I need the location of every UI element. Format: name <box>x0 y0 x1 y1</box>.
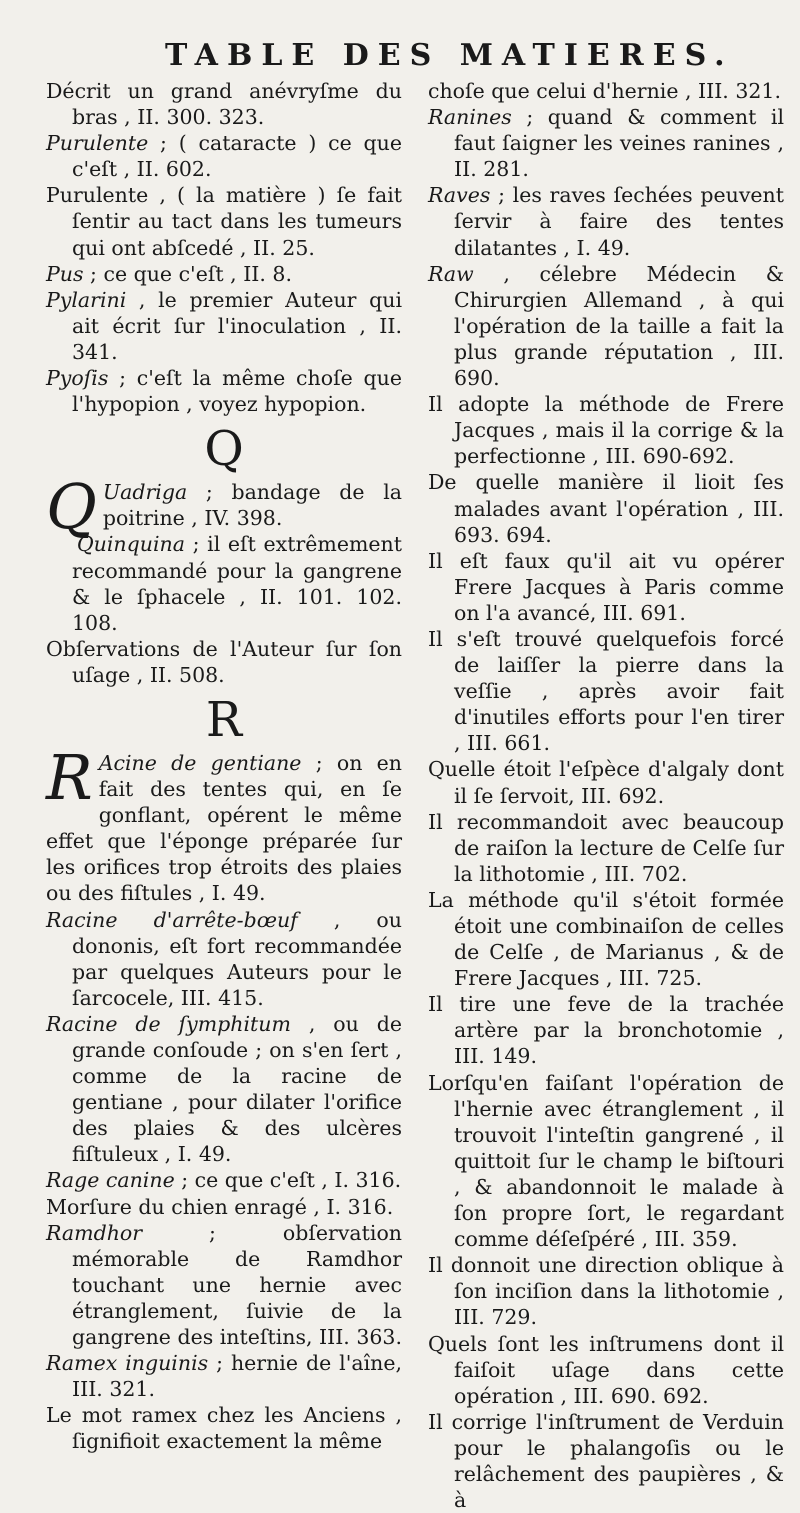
index-entry: Morſure du chien enragé , I. 316. <box>46 1194 394 1219</box>
index-entry: Quels ſont les inſtrumens dont il faiſoit uſage dans cette opération , III. 690. 692. <box>428 1331 784 1408</box>
index-entry: Racine de ſymphitum , ou de grande conſoude ; on s'en ſert , comme de la racine de gentiane , pour dilater l'orifice des plaies & des ulcères fiſtuleux , I. 49. <box>46 1011 402 1167</box>
index-entry: Racine d'arrête-bœuf , ou dononis, eſt fort recommandée par quelques Auteurs pour le ſarcocele, III. 415. <box>46 907 402 1010</box>
index-entry: choſe que celui d'hernie , III. 321. <box>428 79 781 103</box>
index-entry: Il adopte la méthode de Frere Jacques , mais il la corrige & la perfectionne , III. 690-692. <box>428 392 784 469</box>
left-column <box>46 78 402 1513</box>
index-entry: Purulente , ( la matière ) ſe fait ſentir au tact dans les tumeurs qui ont abſcedé , II. 25. <box>46 183 402 260</box>
index-columns <box>46 78 784 1513</box>
index-entry: Ramex inguinis ; hernie de l'aîne, III. 321. <box>46 1351 402 1402</box>
index-entry: Pyoſis ; c'eſt la même choſe que l'hypopion , voyez hypopion. <box>46 366 402 417</box>
index-entry: Pus ; ce que c'eſt , II. 8. <box>46 261 292 286</box>
index-entry: Décrit un grand anévryſme du bras , II. 300. 323. <box>46 79 402 130</box>
index-entry: Lorſqu'en faiſant l'opération de l'hernie avec étranglement , il trouvoit l'inteſtin gangrené , il quittoit ſur le champ le biſtouri , & abandonnoit le malade à ſon propre ſort, le regardant comme déſeſpéré , III. 359. <box>428 1070 784 1252</box>
index-entry: Q Uadriga ; bandage de la poitrine , IV. 398. <box>46 470 402 544</box>
index-entry: Il tire une feve de la trachée artère par la bronchotomie , III. 149. <box>428 992 784 1069</box>
index-entry: Il donnoit une direction oblique à ſon inciſion dans la lithotomie , III. 729. <box>428 1253 784 1330</box>
index-entry: Il corrige l'inſtrument de Verduin pour le phalangoſis ou le relâchement des paupières , & à <box>428 1409 784 1513</box>
index-entry: Raw , célebre Médecin & Chirurgien Allemand , à qui l'opération de la taille a fait la plus grande réputation , III. 690. <box>428 261 784 391</box>
index-entry: Le mot ramex chez les Anciens , ſignifioit exactement la même <box>46 1403 402 1454</box>
right-column <box>428 78 784 1513</box>
index-entry: Obſervations de l'Auteur ſur ſon uſage , II. 508. <box>46 636 402 687</box>
drop-cap-q: Q <box>46 470 97 544</box>
running-head: TABLE DES MATIERES. <box>165 38 734 73</box>
index-entry: Rage canine ; ce que c'eſt , I. 316. <box>46 1168 402 1193</box>
index-entry: Pylarini , le premier Auteur qui ait écrit ſur l'inoculation , II. 341. <box>46 287 402 364</box>
index-entry: Purulente ; ( cataracte ) ce que c'eſt , II. 602. <box>46 131 402 182</box>
section-letter-q: Q <box>204 421 244 478</box>
index-entry: De quelle manière il lioit ſes malades avant l'opération , III. 693. 694. <box>428 470 784 547</box>
index-entry: R Acine de gentiane ; on en fait des tentes qui, en ſe gonflant, opérent le même effet que l'éponge préparée ſur les orifices trop étroits des plaies ou des fiſtules , I. 49. <box>46 740 402 906</box>
section-letter-r: R <box>205 691 243 748</box>
index-entry: Raves ; les raves ſechées peuvent ſervir à faire des tentes dilatantes , I. 49. <box>428 183 784 260</box>
index-entry: Il eſt faux qu'il ait vu opérer Frere Jacques à Paris comme on l'a avancé, III. 691. <box>428 548 784 625</box>
drop-cap-r: R <box>46 740 93 814</box>
index-entry: Il s'eſt trouvé quelquefois forcé de laiſſer la pierre dans la veſſie , après avoir fait d'inutiles efforts pour l'en tirer , III. 661. <box>428 626 784 756</box>
index-entry: Quinquina ; il eſt extrêmement recommandé pour la gangrene & le ſphacele , II. 101. 102. 108. <box>72 532 402 635</box>
index-entry: La méthode qu'il s'étoit formée étoit une combinaiſon de celles de Celſe , de Marianus , & de Frere Jacques , III. 725. <box>428 887 784 991</box>
index-entry: Quelle étoit l'eſpèce d'algaly dont il ſe ſervoit, III. 692. <box>428 757 784 808</box>
index-entry: Ramdhor ; obſervation mémorable de Ramdhor touchant une hernie avec étranglement, ſuivie de la gangrene des inteſtins, III. 363. <box>46 1220 402 1350</box>
index-entry: Il recommandoit avec beaucoup de raiſon la lecture de Celſe ſur la lithotomie , III. 702. <box>428 809 784 886</box>
index-entry: Ranines ; quand & comment il faut ſaigner les veines ranines , II. 281. <box>428 105 784 182</box>
